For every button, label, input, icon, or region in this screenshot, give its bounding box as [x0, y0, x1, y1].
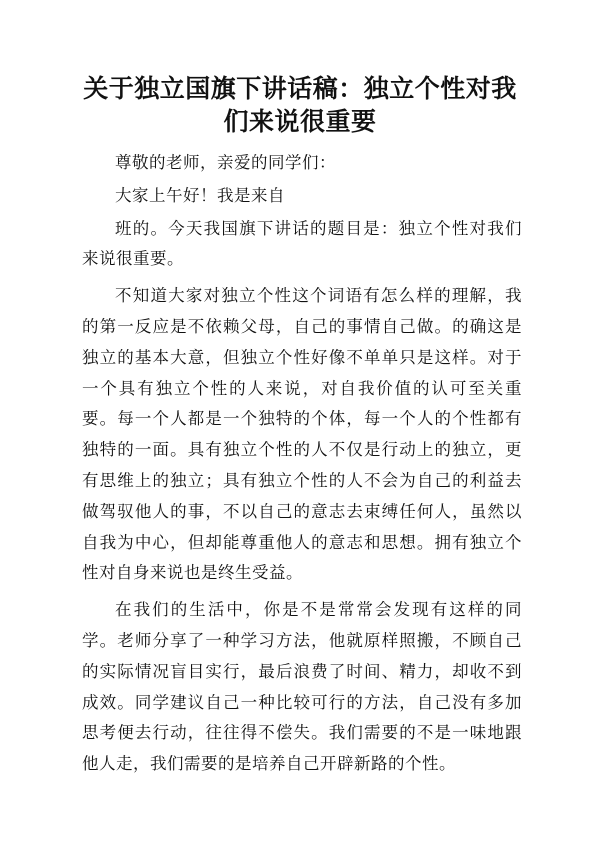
document-title: 关于独立国旗下讲话稿：独立个性对我们来说很重要	[83, 74, 517, 136]
document-body	[82, 148, 522, 786]
paragraph-independence: 不知道大家对独立个性这个词语有怎么样的理解，我的第一反应是不依赖父母，自己的事情自己做。的确这是独立的基本大意，但独立个性好像不单单只是这样。对于一个具有独立个性的人来说，对自我价值的认可至关重要。每一个人都是一个独特的个体，每一个人的个性都有独特的一面。具有独立个性的人不仅是行动上的独立，更有思维上的独立；具有独立个性的人不会为自己的利益去做驾驭他人的事，不以自己的意志去束缚任何人，虽然以自我为中心，但却能尊重他人的意志和思想。拥有独立个性对自身来说也是终生受益。	[82, 286, 522, 583]
paragraph-topic: 班的。今天我国旗下讲话的题目是：独立个性对我们来说很重要。	[82, 218, 522, 269]
paragraph-daily-life: 在我们的生活中，你是不是常常会发现有这样的同学。老师分享了一种学习方法，他就原样照搬，不顾自己的实际情况盲目实行，最后浪费了时间、精力，却收不到成效。同学建议自己一种比较可行的方法，自己没有多加思考便去行动，往往得不偿失。我们需要的不是一味地跟他人走，我们需要的是培养自己开辟新路的个性。	[82, 600, 522, 774]
paragraph-intro: 大家上午好！我是来自	[115, 185, 285, 205]
paragraph-greeting: 尊敬的老师，亲爱的同学们：	[115, 153, 336, 172]
